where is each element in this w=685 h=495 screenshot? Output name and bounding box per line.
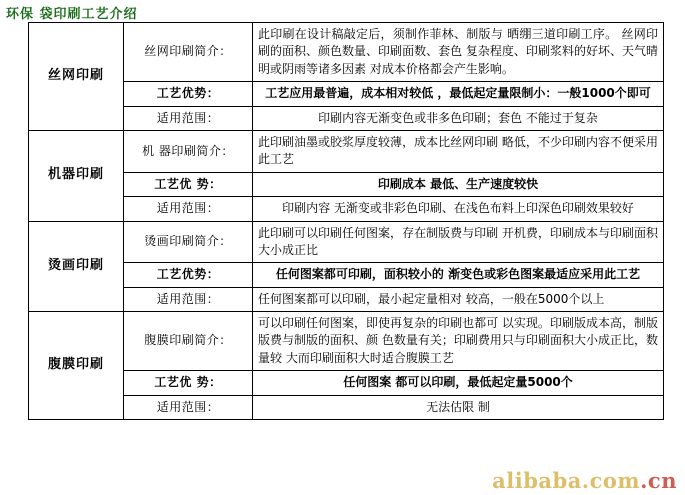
row-value: 任何图案都可印刷，面积较小的 渐变色或彩色图案最适应采用此工艺 [253, 263, 664, 287]
row-label: 腹膜印刷简介： [124, 312, 253, 371]
table-row [29, 371, 664, 395]
table-row [29, 130, 664, 172]
row-value: 印刷内容 无渐变或非彩色印刷、在浅色布料上印深色印刷效果较好 [253, 197, 664, 221]
table-row [29, 263, 664, 287]
printing-process-table [28, 22, 664, 420]
row-label: 机 器印刷简介： [124, 130, 253, 172]
table-row [29, 287, 664, 311]
row-label: 工艺优势： [124, 263, 253, 287]
row-value: 此印刷在设计稿敲定后，须制作菲林、制版与 晒绷三道印刷工序。 丝网印刷的面积、颜色数量、印刷面数、套色 复杂程度、印刷浆料的好坏、天气晴明或阴雨等诸多因素 对成本价格都会产生影响。 [253, 23, 664, 82]
row-value: 可以印刷任何图案，即使再复杂的印刷也都可 以实现。印刷版成本高，制版版费与制版的面积、颜 色数量有关；印刷费用只与印刷面积大小成正比，数量较 大而印刷面积大时适合腹膜工艺 [253, 312, 664, 371]
table-row [29, 312, 664, 371]
page-title: 环保 袋印刷工艺介绍 [6, 7, 138, 22]
row-label: 适用范围： [124, 106, 253, 130]
row-value: 此印刷可以印刷任何图案，存在制版费与印刷 开机费，印刷成本与印刷面积大小成正比 [253, 221, 664, 263]
row-label: 适用范围： [124, 395, 253, 419]
row-label: 适用范围： [124, 287, 253, 311]
table-row [29, 82, 664, 106]
table-row [29, 221, 664, 263]
watermark [492, 468, 677, 493]
row-value: 印刷内容无渐变色或非多色印刷；套色 不能过于复杂 [253, 106, 664, 130]
row-label: 适用范围： [124, 197, 253, 221]
category-cell: 烫画印刷 [29, 221, 124, 312]
category-cell: 机器印刷 [29, 130, 124, 221]
row-value: 任何图案 都可以印刷，最低起定量5000个 [253, 371, 664, 395]
row-value: 工艺应用最普遍，成本相对较低 ，最低起定量限制小：一般1000个即可 [253, 82, 664, 106]
table-body [29, 23, 664, 420]
table-row [29, 23, 664, 82]
table-row [29, 172, 664, 196]
table-row [29, 106, 664, 130]
row-value: 此印刷油墨或胶浆厚度较薄，成本比丝网印刷 略低，不少印刷内容不便采用此工艺 [253, 130, 664, 172]
watermark-tld: .cn [640, 468, 677, 493]
row-value: 印刷成本 最低、生产速度较快 [253, 172, 664, 196]
category-cell: 腹膜印刷 [29, 312, 124, 420]
row-label: 工艺优势： [124, 82, 253, 106]
row-value: 任何图案都可以印刷，最小起定量相对 较高，一般在5000个以上 [253, 287, 664, 311]
row-label: 工艺优 势： [124, 172, 253, 196]
row-label: 烫画印刷简介： [124, 221, 253, 263]
row-label: 丝网印刷简介： [124, 23, 253, 82]
table-row [29, 197, 664, 221]
watermark-domain: alibaba.com [492, 468, 641, 493]
table-row [29, 395, 664, 419]
category-cell: 丝网印刷 [29, 23, 124, 131]
row-label: 工艺优 势： [124, 371, 253, 395]
row-value: 无法估限 制 [253, 395, 664, 419]
